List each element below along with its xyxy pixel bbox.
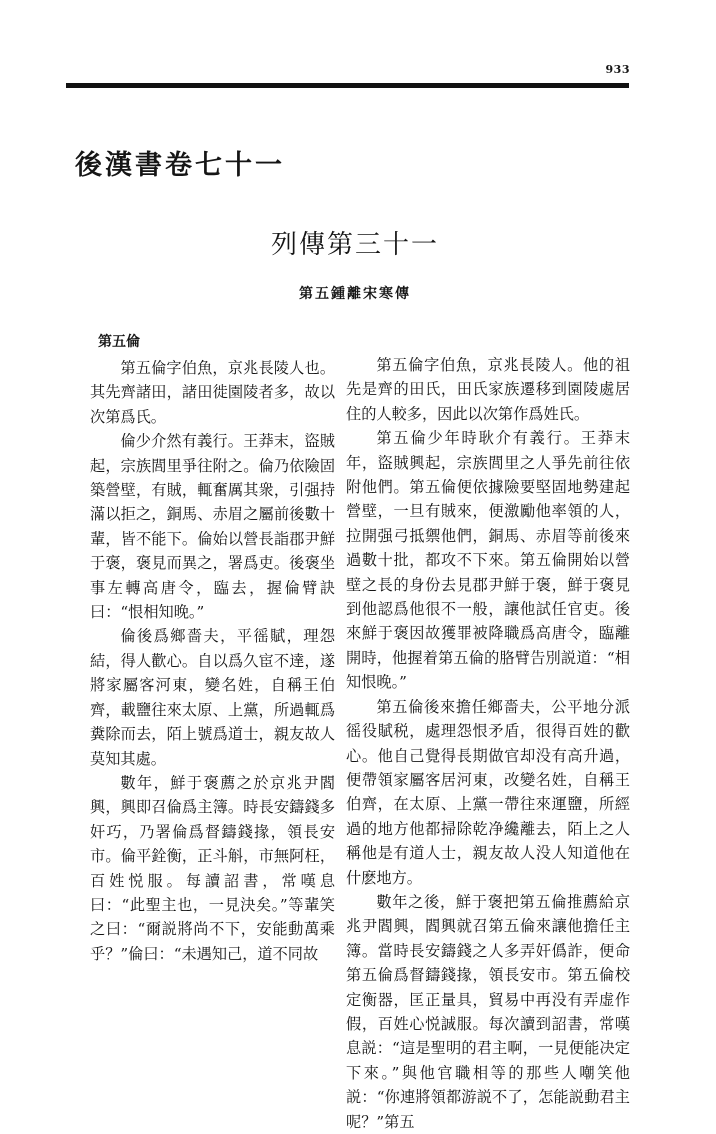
classical-paragraph: 第五倫字伯魚，京兆長陵人也。其先齊諸田，諸田徙園陵者多，故以次第爲氏。 xyxy=(90,359,335,426)
modern-translation-column xyxy=(346,353,630,1134)
classical-paragraph: 數年，鮮于褒薦之於京兆尹閻興，興即召倫爲主簿。時長安鑄錢多奸巧，乃署倫爲督鑄錢掾，領長安市。倫平銓衡，正斗斛，市無阿枉，百姓悦服。每讀詔書，常嘆息曰：“此聖主也，一見決矣。”等輩笑之曰：“爾説將尚不下，安能動萬乘乎？”倫曰：“未遇知己，道不同故 xyxy=(90,773,335,963)
header-rule xyxy=(66,83,629,88)
translation-paragraph: 第五倫少年時耿介有義行。王莽末年，盜賊興起，宗族閭里之人爭先前往依附他們。第五倫便依據險要堅固地勢建起營壁，一旦有賊來，便激勵他率領的人，拉開强弓抵禦他們，銅馬、赤眉等前後來過數十批，都攻不下來。第五倫開始以營壁之長的身份去見郡尹鮮于褒，鮮于褒見到他認爲他很不一般，讓他試任官吏。後來鮮于褒因故獲罪被降職爲高唐令，臨離開時，他握着第五倫的胳臂告別説道：“相知恨晚。” xyxy=(346,429,630,692)
subheading: 第五倫 xyxy=(98,334,140,350)
classical-text-column xyxy=(90,330,335,966)
translation-paragraph: 數年之後，鮮于褒把第五倫推薦給京兆尹閻興，閻興就召第五倫來讓他擔任主簿。當時長安鑄錢之人多弄奸僞詐，便命第五倫爲督鑄錢掾，領長安市。第五倫校定衡器，匡正量具，貿易中再没有弄虚作假，百姓心悦誠服。每次讀到詔書，常嘆息説：“這是聖明的君主啊，一見便能决定下來。”與他官職相等的那些人嘲笑他説：“你連將領都游説不了，怎能説動君主呢？”第五 xyxy=(346,892,630,1131)
section-title: 列傳第三十一 xyxy=(270,230,439,260)
page-number: 933 xyxy=(605,63,630,76)
classical-paragraph: 倫少介然有義行。王莽末，盜賊起，宗族閭里爭往附之。倫乃依險固築營壁，有賊，輒奮厲其衆，引强持滿以拒之，銅馬、赤眉之屬前後數十輩，皆不能下。倫始以營長詣郡尹鮮于褒，褒見而異之，署爲吏。後褒坐事左轉高唐令，臨去，握倫臂訣曰：“恨相知晚。” xyxy=(90,432,335,622)
classical-paragraph: 倫後爲鄉嗇夫，平徭賦，理怨結，得人歡心。自以爲久宦不達，遂將家屬客河東，變名姓，自稱王伯齊，載鹽往來太原、上黨，所過輒爲糞除而去，陌上號爲道士，親友故人莫知其處。 xyxy=(90,627,335,768)
book-title: 後漢書卷七十一 xyxy=(75,150,285,181)
translation-paragraph: 第五倫字伯魚，京兆長陵人。他的祖先是齊的田氏，田氏家族遷移到園陵處居住的人較多，因此以次第作爲姓氏。 xyxy=(346,356,630,423)
biography-title: 第五鍾離宋寒傳 xyxy=(299,286,411,302)
translation-paragraph: 第五倫後來擔任鄉嗇夫，公平地分派徭役賦税，處理怨恨矛盾，很得百姓的歡心。他自己覺得長期做官却没有高升過，便帶領家屬客居河東，改變名姓，自稱王伯齊，在太原、上黨一帶往來運鹽，所經過的地方他都掃除乾净纔離去，陌上之人稱他是有道人士，親友故人没人知道他在什麽地方。 xyxy=(346,697,630,887)
